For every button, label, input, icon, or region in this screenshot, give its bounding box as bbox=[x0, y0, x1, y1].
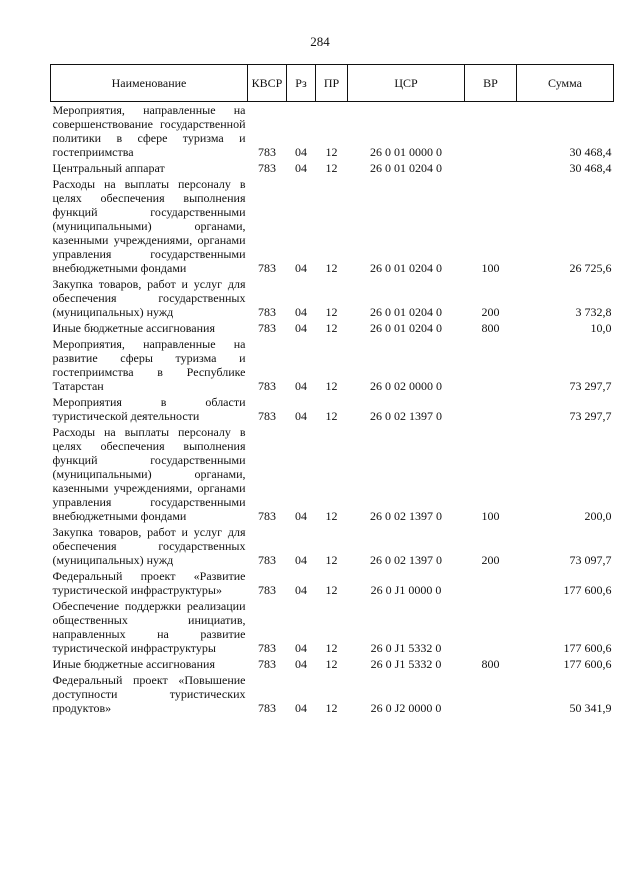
row-rz: 04 bbox=[295, 261, 307, 275]
row-csr: 26 0 02 1397 0 bbox=[370, 553, 442, 567]
row-rz: 04 bbox=[295, 409, 307, 423]
row-vr bbox=[465, 672, 517, 716]
row-rz: 04 bbox=[295, 305, 307, 319]
row-sum: 50 341,9 bbox=[569, 701, 612, 715]
row-sum: 10,0 bbox=[590, 321, 612, 335]
row-pr: 12 bbox=[325, 305, 338, 319]
table-row bbox=[51, 394, 614, 424]
row-sum: 177 600,6 bbox=[563, 583, 612, 597]
row-kvsr: 783 bbox=[258, 657, 276, 671]
row-vr: 100 bbox=[481, 509, 500, 523]
row-name: Расходы на выплаты персоналу в целях обеспечения выполнения функций государственными (муниципальными) органами, казенными учреждениями, органами управления государственными внебюджетными фондами bbox=[52, 425, 246, 523]
table-row bbox=[51, 672, 614, 716]
row-kvsr: 783 bbox=[258, 161, 276, 175]
row-csr: 26 0 J1 5332 0 bbox=[370, 657, 442, 671]
header-kvsr: КВСР bbox=[248, 65, 287, 102]
row-vr bbox=[465, 394, 517, 424]
row-name: Центральный аппарат bbox=[52, 161, 165, 175]
row-kvsr: 783 bbox=[258, 379, 276, 393]
row-csr: 26 0 01 0204 0 bbox=[370, 161, 442, 175]
table-header-row bbox=[51, 65, 614, 102]
row-rz: 04 bbox=[295, 379, 307, 393]
row-csr: 26 0 02 1397 0 bbox=[370, 409, 442, 423]
row-kvsr: 783 bbox=[258, 553, 276, 567]
table-row bbox=[51, 598, 614, 656]
row-pr: 12 bbox=[325, 145, 338, 159]
row-kvsr: 783 bbox=[258, 321, 276, 335]
row-vr bbox=[465, 568, 517, 598]
row-pr: 12 bbox=[325, 321, 338, 335]
row-sum: 26 725,6 bbox=[569, 261, 612, 275]
row-pr: 12 bbox=[325, 379, 338, 393]
header-pr: ПР bbox=[316, 65, 348, 102]
row-vr: 800 bbox=[481, 321, 500, 335]
row-vr: 200 bbox=[481, 305, 500, 319]
row-name: Иные бюджетные ассигнования bbox=[52, 657, 215, 671]
row-sum: 3 732,8 bbox=[575, 305, 612, 319]
row-pr: 12 bbox=[325, 641, 338, 655]
row-kvsr: 783 bbox=[258, 409, 276, 423]
row-name: Иные бюджетные ассигнования bbox=[52, 321, 215, 335]
table-row bbox=[51, 656, 614, 672]
table-body bbox=[51, 102, 614, 717]
row-kvsr: 783 bbox=[258, 145, 276, 159]
row-rz: 04 bbox=[295, 321, 307, 335]
row-name: Обеспечение поддержки реализации общественных инициатив, направленных на развитие туристической инфраструктуры bbox=[52, 599, 246, 655]
table-row bbox=[51, 176, 614, 276]
table-row bbox=[51, 102, 614, 161]
row-name: Федеральный проект «Повышение доступности туристических продуктов» bbox=[52, 673, 246, 715]
row-pr: 12 bbox=[325, 657, 338, 671]
row-kvsr: 783 bbox=[258, 641, 276, 655]
row-name: Федеральный проект «Развитие туристической инфраструктуры» bbox=[52, 569, 246, 597]
row-csr: 26 0 J2 0000 0 bbox=[370, 701, 442, 715]
row-sum: 73 097,7 bbox=[569, 553, 612, 567]
row-sum: 177 600,6 bbox=[563, 657, 612, 671]
row-name: Мероприятия, направленные на развитие сферы туризма и гостеприимства в Республике Татарстан bbox=[52, 337, 246, 393]
header-name: Наименование bbox=[51, 65, 248, 102]
row-rz: 04 bbox=[295, 145, 307, 159]
row-name: Мероприятия, направленные на совершенствование государственной политики в сфере туризма и гостеприимства bbox=[52, 103, 246, 159]
row-kvsr: 783 bbox=[258, 583, 276, 597]
row-pr: 12 bbox=[325, 553, 338, 567]
row-name: Закупка товаров, работ и услуг для обеспечения государственных (муниципальных) нужд bbox=[52, 277, 246, 319]
row-rz: 04 bbox=[295, 509, 307, 523]
row-vr bbox=[465, 160, 517, 176]
row-rz: 04 bbox=[295, 657, 307, 671]
row-sum: 73 297,7 bbox=[569, 409, 612, 423]
table-row bbox=[51, 524, 614, 568]
row-name: Расходы на выплаты персоналу в целях обеспечения выполнения функций государственными (муниципальными) органами, казенными учреждениями, органами управления государственными внебюджетными фондами bbox=[52, 177, 246, 275]
table-row bbox=[51, 276, 614, 320]
row-csr: 26 0 02 0000 0 bbox=[370, 379, 442, 393]
row-pr: 12 bbox=[325, 409, 338, 423]
row-csr: 26 0 01 0204 0 bbox=[370, 261, 442, 275]
row-csr: 26 0 J1 5332 0 bbox=[370, 641, 442, 655]
row-vr: 200 bbox=[481, 553, 500, 567]
row-pr: 12 bbox=[325, 509, 338, 523]
row-vr: 100 bbox=[481, 261, 500, 275]
row-rz: 04 bbox=[295, 583, 307, 597]
row-sum: 177 600,6 bbox=[563, 641, 612, 655]
page-number: 284 bbox=[310, 34, 330, 49]
row-rz: 04 bbox=[295, 553, 307, 567]
row-csr: 26 0 01 0000 0 bbox=[370, 145, 442, 159]
header-sum: Сумма bbox=[517, 65, 614, 102]
header-csr: ЦСР bbox=[348, 65, 465, 102]
row-csr: 26 0 J1 0000 0 bbox=[370, 583, 442, 597]
row-pr: 12 bbox=[325, 161, 338, 175]
row-pr: 12 bbox=[325, 583, 338, 597]
row-kvsr: 783 bbox=[258, 261, 276, 275]
row-kvsr: 783 bbox=[258, 305, 276, 319]
row-kvsr: 783 bbox=[258, 509, 276, 523]
table-row bbox=[51, 568, 614, 598]
table-row bbox=[51, 160, 614, 176]
row-csr: 26 0 01 0204 0 bbox=[370, 321, 442, 335]
row-sum: 30 468,4 bbox=[569, 145, 612, 159]
row-csr: 26 0 01 0204 0 bbox=[370, 305, 442, 319]
header-rz: Рз bbox=[287, 65, 316, 102]
row-pr: 12 bbox=[325, 701, 338, 715]
row-rz: 04 bbox=[295, 161, 307, 175]
row-name: Закупка товаров, работ и услуг для обеспечения государственных (муниципальных) нужд bbox=[52, 525, 246, 567]
row-sum: 73 297,7 bbox=[569, 379, 612, 393]
table-row bbox=[51, 320, 614, 336]
row-vr bbox=[465, 102, 517, 161]
row-sum: 30 468,4 bbox=[569, 161, 612, 175]
row-kvsr: 783 bbox=[258, 701, 276, 715]
row-name: Мероприятия в области туристической деятельности bbox=[52, 395, 246, 423]
row-vr: 800 bbox=[481, 657, 500, 671]
row-rz: 04 bbox=[295, 641, 307, 655]
row-pr: 12 bbox=[325, 261, 338, 275]
row-sum: 200,0 bbox=[584, 509, 612, 523]
row-vr bbox=[465, 336, 517, 394]
table-row bbox=[51, 424, 614, 524]
table-row bbox=[51, 336, 614, 394]
row-rz: 04 bbox=[295, 701, 307, 715]
budget-table bbox=[50, 64, 614, 716]
row-vr bbox=[465, 598, 517, 656]
row-csr: 26 0 02 1397 0 bbox=[370, 509, 442, 523]
header-vr: ВР bbox=[465, 65, 517, 102]
